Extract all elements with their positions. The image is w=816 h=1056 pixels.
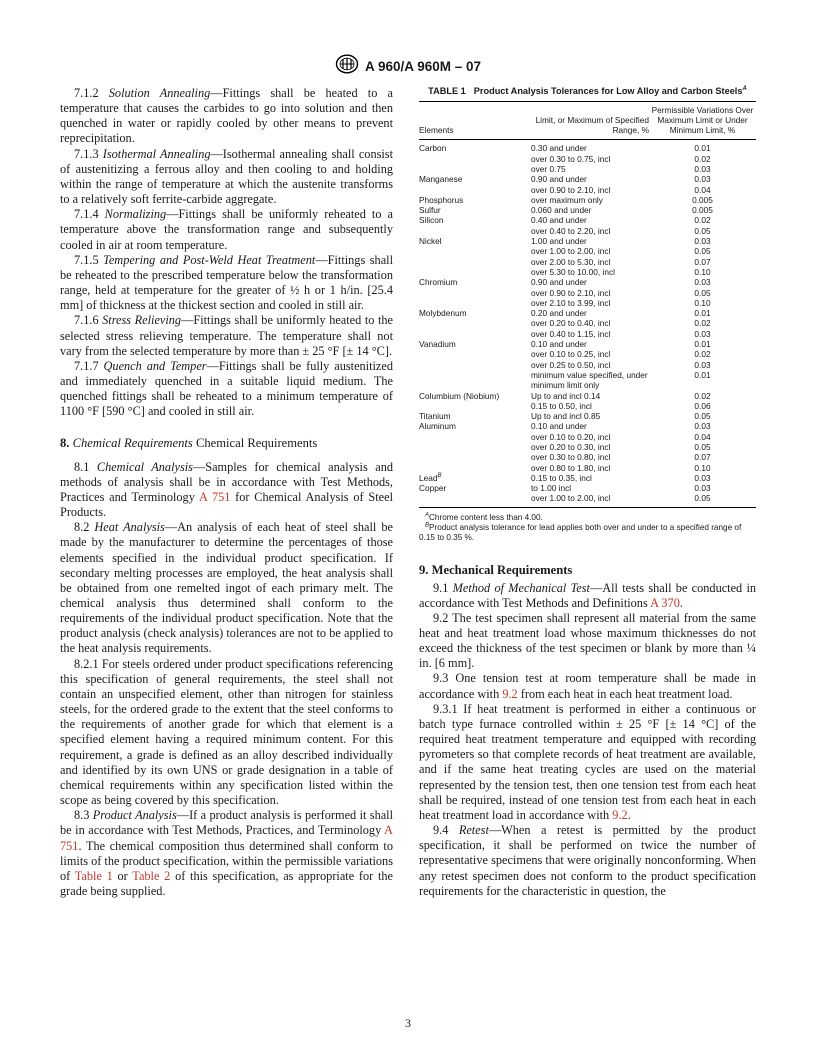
ref-9-2-link[interactable]: 9.2	[502, 686, 518, 701]
cell-variation: 0.04	[694, 431, 711, 442]
table-row	[419, 432, 756, 442]
astm-logo-icon	[335, 54, 359, 79]
cell-element: Chromium	[419, 277, 458, 288]
table-1-caption: TABLE 1 Product Analysis Tolerances for Low Alloy and Carbon Steels$^A$	[428, 85, 747, 96]
table-row	[419, 246, 756, 256]
cell-element: Lead$^B$	[419, 472, 442, 483]
cell-limit: over 1.00 to 2.00, incl	[531, 493, 649, 507]
cell-element	[419, 329, 531, 339]
cell-element: Silicon	[419, 215, 444, 226]
cell-variation: 0.02	[694, 349, 711, 360]
cell-variation: 0.01	[694, 308, 711, 319]
section-9-2: 9.2 The test specimen shall represent all material from the same heat and heat treatment load whose maximum thicknesses do not exceed the thickness of the test specimen or blank by more than ¼ in. [6 mm].	[419, 610, 756, 671]
table-row	[419, 205, 756, 215]
section-8-heading: 8. Chemical Requirements Chemical Requirements	[60, 436, 318, 451]
cell-element	[419, 226, 531, 236]
header-limit: Limit, or Maximum of Specified Range, %	[531, 101, 649, 140]
cell-variation: 0.01	[694, 369, 711, 380]
section-8-2: 8.2 Heat Analysis—An analysis of each heat of steel shall be made by the manufacturer to determine the percentages of those elements specified in the individual product specification. If secondary melting processes are employed, the heat analysis shall be obtained from one remelted ingot of each primary melt. The chemical analysis thus determined shall conform to the requirements of the individual product specification. Note that the product analysis (check analysis) tolerances are not to be applied to the heat analysis requirements.	[60, 520, 393, 656]
cell-element	[419, 401, 531, 411]
table-row	[419, 236, 756, 246]
cell-limit: over 2.00 to 5.30, incl	[531, 256, 611, 267]
footnote-a: $^A$Chrome content less than 4.00.	[425, 512, 543, 522]
cell-limit: over 0.10 to 0.25, incl	[531, 349, 611, 360]
section-9-heading: 9. Mechanical Requirements	[419, 563, 573, 578]
section-8-3: 8.3 Product Analysis—If a product analysis is performed it shall be in accordance with Test Methods, Practices, and Terminology A 751. The chemical composition thus determined shall conform to limits of the product specification, within the permissible variations of Table 1 or Table 2 of this specification, as appropriate for the grade being supplied.	[60, 808, 394, 898]
table-row	[419, 226, 756, 236]
cell-variation: 0.02	[694, 215, 711, 226]
right-column	[419, 86, 756, 899]
table-row	[419, 391, 756, 401]
cell-element	[419, 257, 531, 267]
ref-table1-link[interactable]: Table 1	[74, 868, 113, 883]
cell-limit: over 0.80 to 1.80, incl	[531, 462, 611, 473]
cell-variation: 0.10	[694, 266, 711, 277]
cell-limit: over 2.10 to 3.99, incl	[531, 297, 611, 308]
section-9-3-1: 9.3.1 If heat treatment is performed in either a continuous or batch type furnace controlled within ± 25 °F [± 14 °C] of the required heat treatment temperature and equipped with recording pyrometers so that complete records of heat treatment are available, and if the same heat treating cycles are used on the material represented by the tension test, then one tension test from each heat shall be required, instead of one tension test from each heat in each heat treatment load in accordance with 9.2.	[419, 701, 756, 822]
cell-variation: 0.005	[692, 205, 713, 216]
cell-variation: 0.03	[694, 277, 711, 288]
cell-variation: 0.03	[694, 163, 711, 174]
cell-limit: over 0.75	[531, 163, 566, 174]
section-7-1-4: 7.1.4 Normalizing—Fittings shall be uniformly reheated to a temperature above the transformation range and subsequently cooled in air at room temperature.	[60, 207, 394, 252]
cell-limit: 0.060 and under	[531, 205, 592, 216]
ref-a370-link[interactable]: A 370	[650, 595, 680, 610]
cell-variation: 0.03	[694, 236, 711, 247]
table-row	[419, 267, 756, 277]
table-row	[419, 401, 756, 411]
page-header	[0, 54, 816, 79]
cell-element	[419, 154, 531, 164]
cell-limit: over 0.40 to 1.15, incl	[531, 328, 611, 339]
table-row	[419, 411, 756, 421]
cell-variation: 0.02	[694, 153, 711, 164]
section-7-1-7: 7.1.7 Quench and Temper—Fittings shall be fully austenitized and immediately quenched in a suitable liquid medium. The quenched fittings shall be reheated to a minimum temperature of 1100 °F [590 °C] and cooled in still air.	[60, 358, 394, 419]
cell-limit: over 0.40 to 2.20, incl	[531, 225, 611, 236]
document-designation: A 960/A 960M – 07	[364, 59, 482, 74]
cell-variation: 0.05	[694, 246, 711, 257]
table-row	[419, 257, 756, 267]
cell-variation: 0.05	[694, 287, 711, 298]
table-1-body	[419, 140, 756, 507]
table-row	[419, 463, 756, 473]
cell-limit: over 0.90 to 2.10, incl	[531, 184, 611, 195]
cell-limit: 0.90 and under	[531, 174, 587, 185]
cell-variation: 0.03	[694, 359, 711, 370]
table-row	[419, 174, 756, 184]
table-row	[419, 370, 756, 391]
table-row	[419, 288, 756, 298]
table-row	[419, 318, 756, 328]
cell-element	[419, 432, 531, 442]
cell-element: Sulfur	[419, 205, 441, 216]
cell-element: Manganese	[419, 174, 463, 185]
table-row	[419, 185, 756, 195]
cell-variation: 0.03	[694, 472, 711, 483]
table-row	[419, 483, 756, 493]
section-9-3: 9.3 One tension test at room temperature shall be made in accordance with 9.2 from each heat in each heat treatment load.	[419, 671, 756, 701]
cell-variation: 0.04	[694, 184, 711, 195]
table-row	[419, 215, 756, 225]
cell-element: Copper	[419, 483, 447, 494]
cell-limit: 1.00 and under	[531, 236, 587, 247]
table-row	[419, 349, 756, 359]
cell-variation: 0.07	[694, 256, 711, 267]
cell-variation: 0.03	[694, 174, 711, 185]
cell-limit: 0.10 and under	[531, 339, 587, 350]
cell-limit: over 0.90 to 2.10, incl	[531, 287, 611, 298]
cell-variation: 0.10	[694, 297, 711, 308]
section-8-2-1: 8.2.1 For steels ordered under product specifications referencing this specification of general requirements, the steel shall not contain an unspecified element, other than nitrogen for stainless steels, for the ordered grade to the extent that the steel conforms to the requirements of another grade for which that element is a specified element having a required minimum content. For this requirement, a grade is defined as an alloy described individually and identified by its own UNS or grade designation in a table of chemical requirements within any specification listed within the scope as being covered by this specification.	[60, 656, 393, 808]
cell-element	[419, 246, 531, 256]
cell-element: Carbon	[419, 143, 447, 154]
table-row	[419, 308, 756, 318]
section-7-1-3: 7.1.3 Isothermal Annealing—Isothermal annealing shall consist of austenitizing a ferrous alloy and then cooling to and holding within the range of temperature at which the austenite transforms to a relatively soft ferrite-carbide aggregate.	[60, 146, 393, 207]
cell-element	[419, 267, 531, 277]
cell-variation: 0.07	[694, 452, 711, 463]
table-1	[419, 101, 756, 508]
cell-element	[419, 318, 531, 328]
cell-element: Molybdenum	[419, 308, 467, 319]
cell-element: Columbium (Niobium)	[419, 390, 500, 401]
cell-variation: 0.05	[694, 411, 711, 422]
cell-limit: Up to and incl 0.14	[531, 390, 601, 401]
header-elements: Elements	[419, 101, 531, 140]
cell-element	[419, 288, 531, 298]
table-row	[419, 442, 756, 452]
cell-variation: 0.05	[694, 225, 711, 236]
table-row	[419, 421, 756, 431]
header-variation: Permissible Variations Over Maximum Limit or Under Minimum Limit, %	[649, 101, 756, 140]
table-header-row	[419, 101, 756, 140]
cell-element: Aluminum	[419, 421, 456, 432]
table-1-footnotes	[419, 513, 756, 544]
table-row	[419, 195, 756, 205]
cell-limit: over 0.20 to 0.40, incl	[531, 318, 611, 329]
cell-limit: over 0.30 to 0.75, incl	[531, 153, 611, 164]
cell-variation: 0.02	[694, 318, 711, 329]
cell-element	[419, 452, 531, 462]
ref-a751-link[interactable]: A 751	[198, 489, 231, 504]
cell-element	[419, 493, 531, 507]
cell-element: Phosphorus	[419, 194, 464, 205]
cell-limit: over 0.20 to 0.30, incl	[531, 442, 611, 452]
ref-table2-link[interactable]: Table 2	[132, 868, 171, 883]
table-row	[419, 329, 756, 339]
cell-variation: 0.10	[694, 462, 711, 473]
cell-limit: over 0.25 to 0.50, incl	[531, 359, 611, 370]
section-9-1: 9.1 Method of Mechanical Test—All tests shall be conducted in accordance with Test Methods and Definitions A 370.	[419, 580, 757, 610]
ref-a751-link[interactable]: A 751	[60, 823, 393, 853]
cell-element	[419, 360, 531, 370]
cell-element: Titanium	[419, 411, 451, 422]
table-row	[419, 339, 756, 349]
table-row	[419, 298, 756, 308]
cell-limit: 0.15 to 0.35, incl	[531, 472, 592, 483]
cell-element: Nickel	[419, 236, 442, 247]
cell-element: Vanadium	[419, 339, 456, 350]
table-row	[419, 473, 756, 483]
cell-limit: 0.40 and under	[531, 215, 587, 226]
left-column	[60, 86, 393, 899]
cell-element	[419, 463, 531, 473]
table-row	[419, 360, 756, 370]
section-8-1: 8.1 Chemical Analysis—Samples for chemical analysis and methods of analysis shall be in accordance with Test Methods, Practices and Terminology A 751 for Chemical Analysis of Steel Products.	[60, 459, 393, 520]
ref-9-2-link[interactable]: 9.2	[612, 807, 628, 822]
cell-element	[419, 298, 531, 308]
cell-limit: over 0.30 to 0.80, incl	[531, 452, 611, 463]
cell-variation: 0.01	[694, 143, 711, 154]
page-number: 3	[405, 1016, 411, 1030]
table-row	[419, 493, 756, 507]
cell-variation: 0.05	[694, 442, 711, 452]
table-row	[419, 277, 756, 287]
section-7-1-5: 7.1.5 Tempering and Post-Weld Heat Treatment—Fittings shall be reheated to the prescribed temperature below the transformation range, held at temperature for the greater of ½ h or 1 h/in. [25.4 mm] of thickness at the thickest section and cooled in still air.	[60, 252, 393, 313]
cell-variation: 0.005	[692, 194, 713, 205]
cell-element	[419, 442, 531, 452]
table-row	[419, 452, 756, 462]
cell-limit: 0.10 and under	[531, 421, 587, 432]
table-row	[419, 154, 756, 164]
cell-limit: to 1.00 incl	[531, 483, 572, 494]
cell-limit: Up to and incl 0.85	[531, 411, 601, 422]
section-7-1-6: 7.1.6 Stress Relieving—Fittings shall be uniformly heated to the selected stress relieving temperature. The temperature shall not vary from the selected temperature by more than ± 25 °F [± 14 °C].	[60, 313, 393, 358]
cell-variation: 0.06	[694, 400, 711, 411]
cell-limit: 0.90 and under	[531, 277, 587, 288]
table-row	[419, 164, 756, 174]
cell-variation: 0.03	[694, 328, 711, 339]
section-7-1-2: 7.1.2 Solution Annealing—Fittings shall be heated to a temperature that causes the carbides to go into solution and then quenched in water or rapidly cooled by other means to prevent reprecipitation.	[60, 86, 394, 146]
cell-variation: 0.02	[694, 390, 711, 401]
cell-limit: over 1.00 to 2.00, incl	[531, 246, 611, 257]
cell-element	[419, 164, 531, 174]
cell-element	[419, 349, 531, 359]
cell-limit: 0.30 and under	[531, 143, 587, 154]
cell-variation: 0.03	[694, 421, 711, 432]
cell-limit: over 0.10 to 0.20, incl	[531, 431, 611, 442]
cell-limit: over maximum only	[531, 194, 603, 205]
cell-variation: 0.03	[694, 483, 711, 494]
cell-limit: 0.20 and under	[531, 308, 587, 319]
table-row	[419, 140, 756, 154]
cell-limit: minimum value specified, under minimum limit only	[531, 369, 648, 391]
cell-element	[419, 370, 531, 391]
footnote-b: $^B$Product analysis tolerance for lead applies both over and under to a specified range of 0.15 to 0.35 %.	[419, 522, 742, 543]
cell-element	[419, 185, 531, 195]
cell-variation: 0.05	[649, 493, 756, 507]
cell-limit: 0.15 to 0.50, incl	[531, 400, 592, 411]
cell-limit: over 5.30 to 10.00, incl	[531, 266, 615, 277]
section-9-4: 9.4 Retest—When a retest is permitted by the product specification, it shall be performed on twice the number of representative specimens that were originally nonconforming. When any retest specimen does not conform to the product specification requirements for the characteristic in question, the	[419, 823, 756, 898]
cell-variation: 0.01	[694, 339, 711, 350]
